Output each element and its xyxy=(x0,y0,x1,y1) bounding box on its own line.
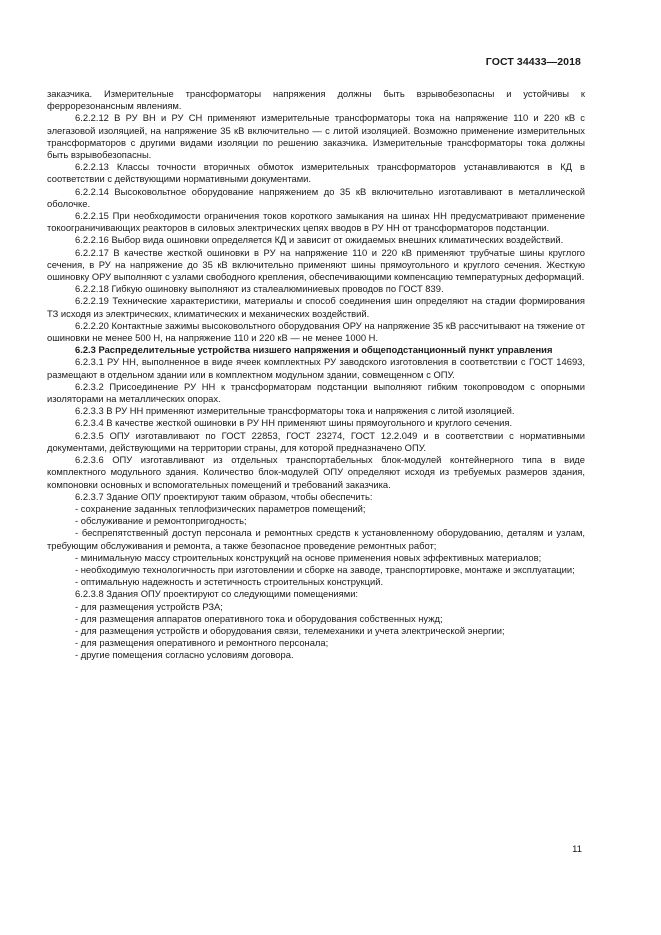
section-heading-6-2-3: 6.2.3 Распределительные устройства низшего напряжения и общеподстанционный пункт управления xyxy=(75,344,553,356)
clause-6-2-3-3: 6.2.3.3 В РУ НН применяют измерительные трансформаторы тока и напряжения с литой изоляцией. xyxy=(75,405,515,417)
clause-6-2-2-14: 6.2.2.14 Высоковольтное оборудование напряжением до 35 кВ включительно изготавливают в металлической оболочке. xyxy=(47,185,585,209)
clause-6-2-2-20: 6.2.2.20 Контактные зажимы высоковольтного оборудования ОРУ на напряжение 35 кВ рассчитывают на тяжение от ошиновки не менее 500 Н, на напряжение 110 и 220 кВ — не менее 1000 Н. xyxy=(47,319,585,344)
clause-6-2-3-2: 6.2.3.2 Присоединение РУ НН к трансформаторам подстанции выполняют гибким токопроводом с опорными изоляторами на металлических опорах. xyxy=(47,380,585,405)
list-item: - оптимальную надежность и эстетичность строительных конструкций. xyxy=(75,576,384,588)
list-item: - другие помещения согласно условиям договора. xyxy=(75,649,294,661)
clause-6-2-2-19: 6.2.2.19 Технические характеристики, материалы и способ соединения шин определяют на стадии формирования ТЗ исходя из электрических, климатических и механических воздействий. xyxy=(47,295,585,319)
clause-6-2-2-16: 6.2.2.16 Выбор вида ошиновки определяется КД и зависит от ожидаемых внешних климатических воздействий. xyxy=(75,234,564,246)
list-item: - минимальную массу строительных конструкций на основе применения новых эффективных материалов; xyxy=(75,551,542,563)
list-item: - необходимую технологичность при изготовлении и сборке на заводе, транспортировке, монтаже и эксплуатации; xyxy=(75,563,575,575)
clause-6-2-2-17: 6.2.2.17 В качестве жесткой ошиновки в РУ на напряжение 110 и 220 кВ применяют трубчатые шины круглого сечения, в РУ на напряжение до 35 кВ включительно применяют шины прямоугольного и круглого сечения. Жесткую ошиновку ОРУ выполняют с узлами свободного крепления, обеспечивающими компенсацию температурных деформаций. xyxy=(47,246,585,283)
clause-6-2-3-1: 6.2.3.1 РУ НН, выполненное в виде ячеек комплектных РУ заводского изготовления в соответствии с ГОСТ 14693, размещают в отдельном здании или в комплектном модульном здании, совмещенном с ОПУ. xyxy=(47,356,585,380)
clause-6-2-2-13: 6.2.2.13 Классы точности вторичных обмоток измерительных трансформаторов устанавливаются в КД в соответствии с действующими нормативными документами. xyxy=(47,161,585,185)
list-item: - для размещения устройств и оборудования связи, телемеханики и учета электрической энергии; xyxy=(75,624,505,636)
document-header: ГОСТ 34433—2018 xyxy=(485,56,581,68)
document-body xyxy=(47,88,585,662)
list-item: - для размещения оперативного и ремонтного персонала; xyxy=(75,637,329,649)
list-item: - для размещения аппаратов оперативного тока и оборудования собственных нужд; xyxy=(75,612,443,624)
page-number: 11 xyxy=(572,844,582,855)
clause-6-2-3-5: 6.2.3.5 ОПУ изготавливают по ГОСТ 22853, ГОСТ 23274, ГОСТ 12.2.049 и в соответствии с нормативными документами, действующими на территории страны, для которой предназначено ОПУ. xyxy=(47,429,585,453)
clause-6-2-3-4: 6.2.3.4 В качестве жесткой ошиновки в РУ НН применяют шины прямоугольного и круглого сечения. xyxy=(75,417,513,429)
paragraph-continued: заказчика. Измерительные трансформаторы напряжения должны быть взрывобезопасны и устойчивы к феррорезонансным явлениям. xyxy=(47,88,585,112)
clause-6-2-3-7: 6.2.3.7 Здание ОПУ проектируют таким образом, чтобы обеспечить: xyxy=(75,490,373,502)
clause-6-2-2-18: 6.2.2.18 Гибкую ошиновку выполняют из сталеалюминиевых проводов по ГОСТ 839. xyxy=(75,283,444,295)
list-item: - обслуживание и ремонтопригодность; xyxy=(75,515,247,527)
clause-6-2-3-6: 6.2.3.6 ОПУ изготавливают из отдельных транспортабельных блок-модулей контейнерного типа в виде комплектного модульного здания. Количество блок-модулей ОПУ определяют исходя из требуемых размеров здания, компоновки основных и вспомогательных помещений и требований заказчика. xyxy=(47,454,585,490)
list-item: - сохранение заданных теплофизических параметров помещений; xyxy=(75,502,366,514)
list-item: - для размещения устройств РЗА; xyxy=(75,600,223,612)
list-item: - беспрепятственный доступ персонала и ремонтных средств к установленному оборудованию, деталям и узлам, требующим обслуживания и ремонта, а также безопасное проведение ремонтных работ; xyxy=(47,527,585,551)
clause-6-2-2-12: 6.2.2.12 В РУ ВН и РУ СН применяют измерительные трансформаторы тока на напряжение 110 и 220 кВ с элегазовой изоляцией, на напряжение 35 кВ включительно — с литой изоляцией. Возможно применение измерительных трансформаторов с другими видами изоляции по решению заказчика. Измерительные трансформаторы тока должны быть взрывобезопасны. xyxy=(47,112,585,161)
clause-6-2-2-15: 6.2.2.15 При необходимости ограничения токов короткого замыкания на шинах НН предусматривают применение токоограничивающих реакторов в силовых электрических цепях вводов в РУ НН от трансформаторов подстанции. xyxy=(47,210,585,234)
clause-6-2-3-8: 6.2.3.8 Здания ОПУ проектируют со следующими помещениями: xyxy=(75,588,359,600)
